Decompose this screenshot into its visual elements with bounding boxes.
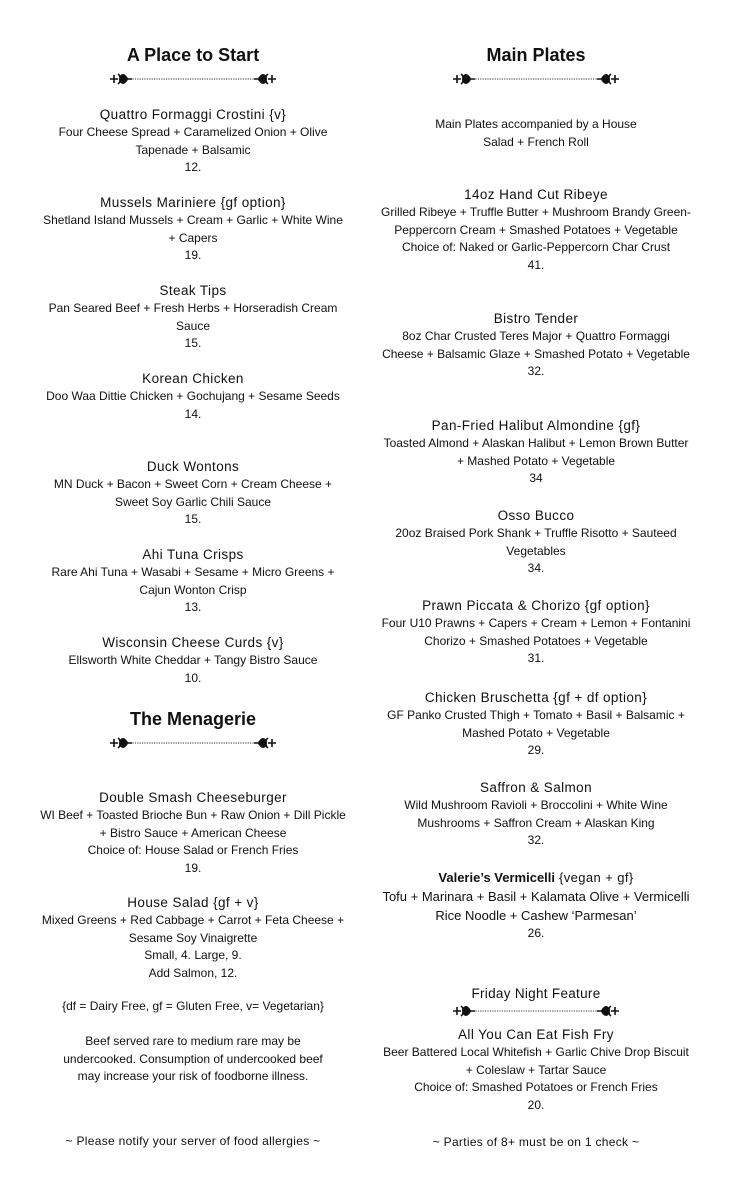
item-addon: Add Salmon, 12. xyxy=(148,965,238,980)
section-title: A Place to Start xyxy=(126,45,260,65)
item-name: Osso Bucco xyxy=(497,508,575,523)
item-name: 14oz Hand Cut Ribeye xyxy=(464,187,608,202)
item-description: WI Beef + Toasted Brioche Bun + Raw Onion + Dill Pickle + Bistro Sauce + American Cheese xyxy=(40,808,346,840)
item-description: 8oz Char Crusted Teres Major + Quattro Formaggi Cheese + Balsamic Glaze + Smashed Potato + Vegetable xyxy=(382,329,690,361)
menu-item xyxy=(380,597,692,668)
item-name: Pan-Fried Halibut Almondine {gf} xyxy=(431,418,641,433)
item-price: 26. xyxy=(527,926,545,940)
item-price: 15. xyxy=(184,512,202,527)
feature-title: Friday Night Feature xyxy=(471,986,601,1001)
item-description: Wild Mushroom Ravioli + Broccolini + White Wine Mushrooms + Saffron Cream + Alaskan King xyxy=(404,798,668,830)
item-description: Four Cheese Spread + Caramelized Onion + Olive Tapenade + Balsamic xyxy=(58,125,328,157)
item-description: Grilled Ribeye + Truffle Butter + Mushroom Brandy Green-Peppercorn Cream + Smashed Potatoes + Vegetable xyxy=(381,205,691,237)
item-price: 10. xyxy=(184,670,202,685)
item-name: Double Smash Cheeseburger xyxy=(99,790,287,805)
item-price: 32. xyxy=(527,833,545,848)
item-name: Prawn Piccata & Chorizo {gf option} xyxy=(422,598,650,613)
item-price: 19. xyxy=(184,248,202,263)
section-header-menagerie xyxy=(38,708,348,750)
item-description: Doo Waa Dittie Chicken + Gochujang + Sesame Seeds xyxy=(46,389,340,403)
item-name: Quattro Formaggi Crostini {v} xyxy=(99,107,287,122)
item-name: Ahi Tuna Crisps xyxy=(142,547,244,562)
item-description: Shetland Island Mussels + Cream + Garlic + White Wine + Capers xyxy=(43,213,343,245)
item-description: MN Duck + Bacon + Sweet Corn + Cream Cheese + Sweet Soy Garlic Chili Sauce xyxy=(53,477,333,509)
item-price: 31. xyxy=(527,651,545,666)
allergy-footer: ~ Please notify your server of food allergies ~ xyxy=(65,1134,321,1148)
flourish-divider-icon xyxy=(451,1004,621,1018)
item-price: 29. xyxy=(527,743,545,758)
menu-item xyxy=(380,779,692,850)
main-plates-intro: Main Plates accompanied by a House Salad + French Roll xyxy=(435,117,637,149)
item-name: Bistro Tender xyxy=(493,311,579,326)
flourish-divider-icon xyxy=(451,72,621,86)
item-name xyxy=(380,869,692,886)
menu-item xyxy=(380,417,692,488)
menu-item xyxy=(38,546,348,617)
menu-item xyxy=(380,689,692,760)
menu-item xyxy=(38,370,348,423)
menu-item xyxy=(38,106,348,177)
item-name: Chicken Bruschetta {gf + df option} xyxy=(424,690,648,705)
item-name: Duck Wontons xyxy=(146,459,240,474)
menu-item xyxy=(38,634,348,687)
item-name: House Salad {gf + v} xyxy=(127,895,259,910)
item-sizes: Small, 4. Large, 9. xyxy=(144,948,242,963)
item-name-bold: Valerie’s Vermicelli xyxy=(438,870,556,885)
item-choice: Choice of: Naked or Garlic-Peppercorn Char Crust xyxy=(401,240,671,255)
item-price: 20. xyxy=(527,1097,545,1112)
item-name: Saffron & Salmon xyxy=(480,780,592,795)
item-choice: Choice of: Smashed Potatoes or French Fries xyxy=(414,1080,658,1095)
item-description: GF Panko Crusted Thigh + Tomato + Basil + Balsamic + Mashed Potato + Vegetable xyxy=(387,708,685,740)
dietary-legend: {df = Dairy Free, gf = Gluten Free, v= Vegetarian} xyxy=(62,999,324,1013)
item-description: Beer Battered Local Whitefish + Garlic Chive Drop Biscuit + Coleslaw + Tartar Sauce xyxy=(383,1045,689,1077)
item-price: 32. xyxy=(527,364,545,379)
item-choice: Choice of: House Salad or French Fries xyxy=(87,843,299,858)
section-title: Main Plates xyxy=(486,45,586,65)
flourish-divider-icon xyxy=(108,736,278,750)
item-price: 14. xyxy=(184,406,202,421)
item-name: Wisconsin Cheese Curds {v} xyxy=(102,635,284,650)
menu-item xyxy=(380,310,692,381)
section-header-starters xyxy=(38,44,348,86)
item-name: Korean Chicken xyxy=(142,371,244,386)
item-name: All You Can Eat Fish Fry xyxy=(458,1027,614,1042)
menu-item-special xyxy=(380,869,692,943)
item-price: 19. xyxy=(184,860,202,875)
item-price: 12. xyxy=(184,160,202,175)
food-safety-warning: Beef served rare to medium rare may be undercooked. Consumption of undercooked beef may increase your risk of foodborne illness. xyxy=(63,1034,323,1084)
menu-item xyxy=(380,1026,692,1114)
item-price: 34. xyxy=(527,561,545,576)
item-description: Mixed Greens + Red Cabbage + Carrot + Feta Cheese + Sesame Soy Vinaigrette xyxy=(41,913,345,945)
menu-item xyxy=(38,458,348,529)
item-name-tag: {vegan + gf} xyxy=(555,870,634,885)
section-header-main-plates xyxy=(380,44,692,86)
right-column xyxy=(380,0,692,1200)
item-price: 15. xyxy=(184,336,202,351)
menu-item xyxy=(38,894,348,982)
item-description: Rare Ahi Tuna + Wasabi + Sesame + Micro Greens + Cajun Wonton Crisp xyxy=(51,565,335,597)
menu-item xyxy=(380,507,692,578)
item-description: Toasted Almond + Alaskan Halibut + Lemon Brown Butter + Mashed Potato + Vegetable xyxy=(383,436,689,468)
item-price: 41. xyxy=(527,257,545,272)
menu-item xyxy=(38,789,348,877)
left-column xyxy=(38,0,348,1200)
menu-item xyxy=(380,186,692,274)
item-description: Ellsworth White Cheddar + Tangy Bistro Sauce xyxy=(68,653,318,667)
item-description: Pan Seared Beef + Fresh Herbs + Horseradish Cream Sauce xyxy=(48,301,338,333)
item-description: Four U10 Prawns + Capers + Cream + Lemon + Fontanini Chorizo + Smashed Potatoes + Vegetable xyxy=(381,616,691,648)
menu-item xyxy=(38,282,348,353)
item-description: 20oz Braised Pork Shank + Truffle Risotto + Sauteed Vegetables xyxy=(395,526,677,558)
item-price: 34 xyxy=(529,471,543,486)
item-description: Tofu + Marinara + Basil + Kalamata Olive + Vermicelli Rice Noodle + Cashew ‘Parmesan’ xyxy=(382,889,690,923)
menu-item xyxy=(38,194,348,265)
item-price: 13. xyxy=(184,600,202,615)
flourish-divider-icon xyxy=(108,72,278,86)
item-name: Mussels Mariniere {gf option} xyxy=(100,195,286,210)
item-name: Steak Tips xyxy=(159,283,227,298)
section-title: The Menagerie xyxy=(129,709,257,729)
friday-feature-header xyxy=(380,986,692,1018)
party-footer: ~ Parties of 8+ must be on 1 check ~ xyxy=(432,1135,640,1149)
